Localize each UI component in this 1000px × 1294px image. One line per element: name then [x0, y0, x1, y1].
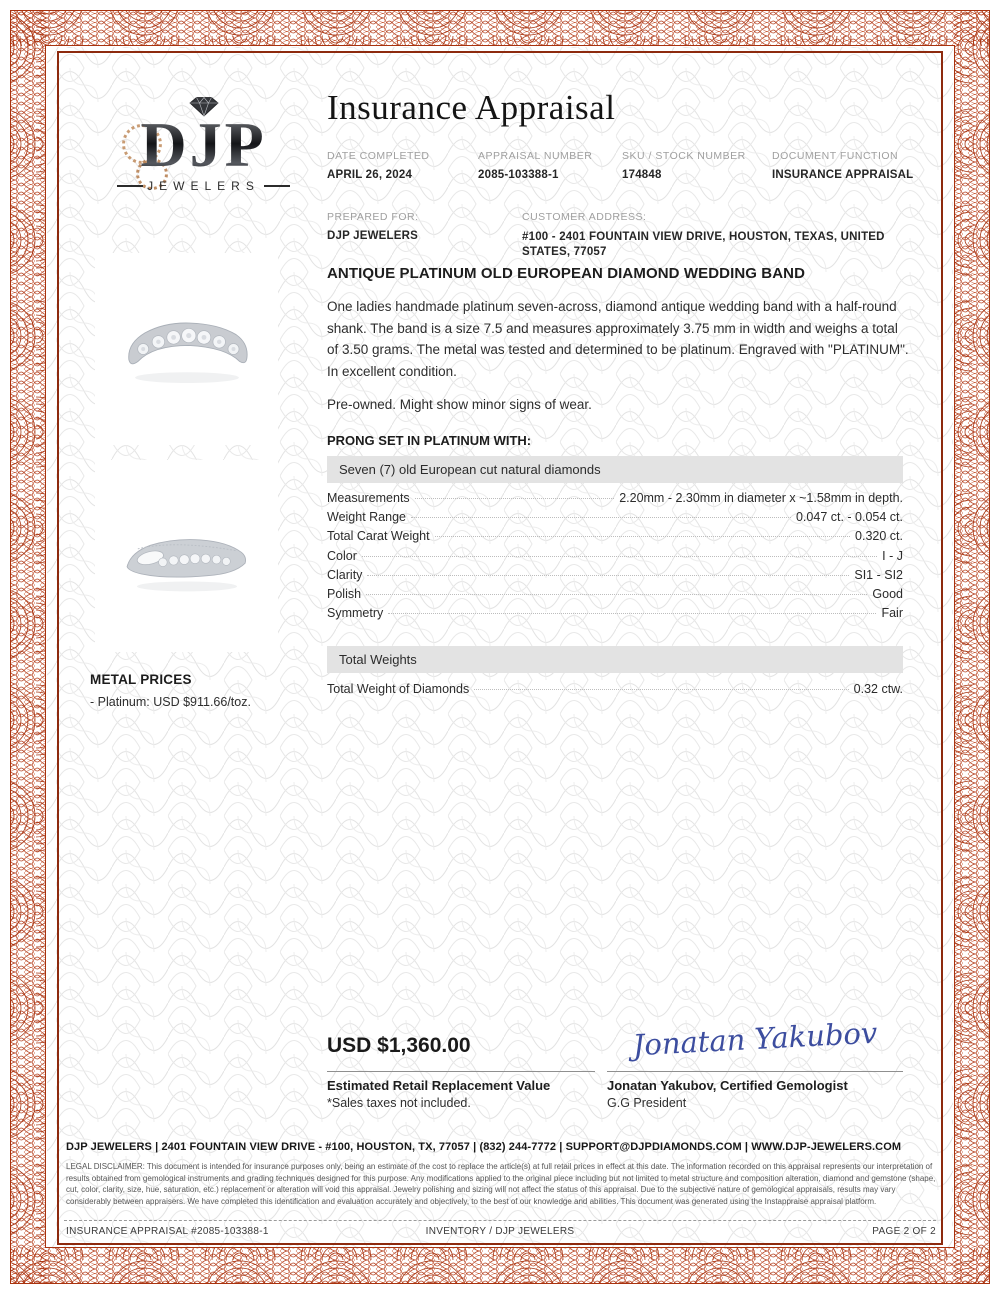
prepared-for-block [327, 211, 418, 242]
metal-prices-heading: METAL PRICES [90, 672, 192, 687]
field-sku-stock-number [622, 150, 746, 181]
signatory-name: Jonatan Yakubov, Certified Gemologist [607, 1078, 848, 1093]
footer-inventory: INVENTORY / DJP JEWELERS [425, 1226, 575, 1237]
spec-value: I - J [882, 548, 903, 563]
spec-row-total-carat-weight [327, 529, 903, 548]
spec-label: Clarity [327, 567, 363, 582]
dotted-leader [411, 517, 791, 518]
dotted-leader [388, 613, 876, 614]
stones-summary-bar: Seven (7) old European cut natural diamonds [327, 456, 903, 483]
field-value: APRIL 26, 2024 [327, 169, 413, 181]
dotted-leader [367, 575, 849, 576]
field-label: DATE COMPLETED [327, 150, 430, 162]
appraised-value: USD $1,360.00 [327, 1034, 471, 1057]
metal-price-platinum: - Platinum: USD $911.66/toz. [90, 695, 251, 709]
diamond-spec-list [327, 491, 903, 625]
field-value: INSURANCE APPRAISAL [772, 169, 914, 181]
valuation-label: Estimated Retail Replacement Value [327, 1078, 551, 1093]
spec-label: Symmetry [327, 606, 384, 621]
footer-doc-ref: INSURANCE APPRAISAL #2085-103388-1 [66, 1226, 269, 1237]
field-value: 2085-103388-1 [478, 169, 559, 181]
field-value: DJP JEWELERS [327, 230, 419, 242]
dotted-leader [366, 594, 867, 595]
spec-value: 0.047 ct. - 0.054 ct. [795, 510, 903, 525]
spec-label: Total Carat Weight [327, 529, 430, 544]
spec-label: Weight Range [327, 510, 406, 525]
field-date-completed [327, 150, 429, 181]
item-description: One ladies handmade platinum seven-across, diamond antique wedding band with a half-round shank. The band is a size 7.5 and measures approximately 3.75 mm in width and weighs a total of 3.50 grams. The metal was tested and determined to be platinum. Engraved with "PLATINUM". In excellent condition. [327, 299, 909, 379]
spec-row-measurements [327, 491, 903, 510]
spec-value: SI1 - SI2 [854, 567, 903, 582]
field-value: 174848 [622, 169, 662, 181]
setting-heading: PRONG SET IN PLATINUM WITH: [327, 433, 532, 448]
field-appraisal-number [478, 150, 592, 181]
field-document-function [772, 150, 913, 181]
signature-script: Jonatan Yakubov [631, 1015, 879, 1063]
legal-disclaimer: LEGAL DISCLAIMER: This document is intended for insurance purposes only, being an estimate of the cost to replace the article(s) at full retail prices in effect at this date. The information recorded on this appraisal represents our interpretation of results obtained from gemological instruments and grading techniques designed for this purpose. Any modifications applied to the original piece including but not limited to metal structure and composition alteration, diamond and gemstone (shape, cut, color, clarity, size, hue, saturation, etc.) replacement or alteration will void this appraisal. Jewelry polishing and sizing will not affect the status of this appraisal. Due to the subjective nature of gemological appraisals, results may vary considerably between appraisers. We have completed this identification and evaluation accurately and objectively, to the best of our knowledge and abilities. This document was generated using the Instappraise appraisal platform. [66, 1162, 936, 1206]
totals-list [327, 682, 903, 701]
signature-rule [607, 1071, 903, 1072]
footer-page-number: PAGE 2 OF 2 [872, 1226, 936, 1237]
logo-wordmark: DJP [96, 113, 311, 177]
spec-row-weight-range [327, 510, 903, 529]
logo-subtitle [96, 179, 311, 193]
ring-image [111, 513, 263, 599]
spec-value: 0.320 ct. [855, 529, 903, 544]
spec-row-color [327, 549, 903, 568]
spec-label: Measurements [327, 491, 410, 505]
dotted-leader [474, 689, 848, 690]
spec-value: 2.20mm - 2.30mm in diameter x ~1.58mm in depth. [619, 491, 903, 505]
field-label: APPRAISAL NUMBER [478, 150, 593, 162]
document-title: Insurance Appraisal [327, 88, 616, 127]
brand-logo [96, 96, 311, 226]
valuation-rule [327, 1071, 595, 1072]
spec-label: Color [327, 548, 357, 563]
footer-divider [64, 1220, 936, 1221]
dotted-leader [362, 556, 877, 557]
logo-dash [264, 185, 290, 187]
spec-value: 0.32 ctw. [853, 682, 903, 696]
total-row-diamonds [327, 682, 903, 701]
item-title: ANTIQUE PLATINUM OLD EUROPEAN DIAMOND WEDDING BAND [327, 265, 806, 282]
spec-label: Total Weight of Diamonds [327, 682, 470, 696]
condition-note: Pre-owned. Might show minor signs of wear. [327, 397, 592, 412]
spec-value: Fair [881, 606, 903, 621]
spec-value: Good [872, 586, 903, 601]
spec-label: Polish [327, 586, 362, 601]
dotted-leader [435, 536, 850, 537]
ring-photo-side-view [95, 253, 278, 445]
spec-row-clarity [327, 568, 903, 587]
spec-row-symmetry [327, 606, 903, 625]
ring-image [111, 306, 263, 392]
field-label: SKU / STOCK NUMBER [622, 150, 746, 162]
total-weights-bar: Total Weights [327, 646, 903, 673]
valuation-tax-note: *Sales taxes not included. [327, 1096, 471, 1110]
field-value: #100 - 2401 FOUNTAIN VIEW DRIVE, HOUSTON, TEXAS, UNITED STATES, 77057 [522, 231, 885, 258]
logo-dash [117, 185, 143, 187]
ring-photo-angled-view [95, 460, 278, 652]
logo-subtitle-text: JEWELERS [147, 179, 260, 193]
field-label: DOCUMENT FUNCTION [772, 150, 899, 162]
field-label: CUSTOMER ADDRESS: [522, 211, 647, 223]
contact-line: DJP JEWELERS | 2401 FOUNTAIN VIEW DRIVE - #100, HOUSTON, TX, 77057 | (832) 244-7772 | SUPPORT@DJPDIAMONDS.COM | WWW.DJP-JEWELERS.COM [66, 1141, 902, 1153]
signatory-role: G.G President [607, 1096, 687, 1110]
dotted-leader [415, 498, 615, 499]
spec-row-polish [327, 587, 903, 606]
customer-address-block [522, 211, 912, 260]
field-label: PREPARED FOR: [327, 211, 419, 223]
